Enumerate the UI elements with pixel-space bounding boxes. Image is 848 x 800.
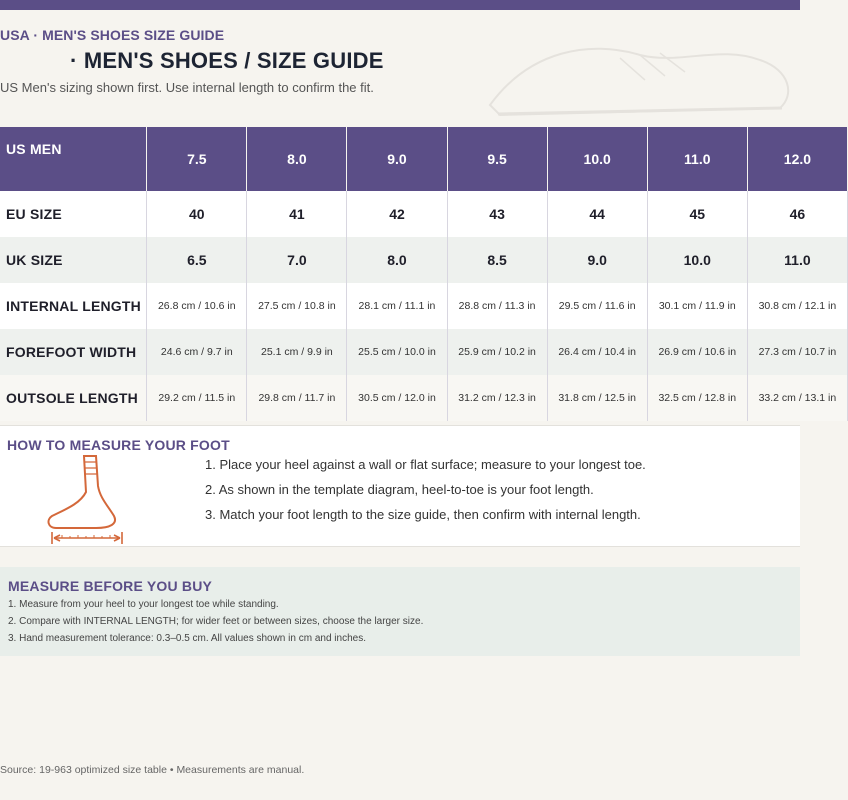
source-note: Source: 19-963 optimized size table • Measurements are manual. bbox=[0, 764, 305, 776]
breadcrumb: USA · MEN'S SHOES SIZE GUIDE bbox=[0, 27, 225, 43]
row-label: UK SIZE bbox=[0, 237, 147, 283]
size-cell: 7.0 bbox=[247, 237, 347, 283]
size-cell: 28.1 cm / 11.1 in bbox=[347, 283, 447, 329]
how-to-measure-panel bbox=[0, 425, 800, 547]
size-row bbox=[0, 127, 848, 191]
size-cell: 12.0 bbox=[747, 127, 847, 191]
measure-before-buy-panel bbox=[0, 567, 800, 656]
size-cell: 10.0 bbox=[547, 127, 647, 191]
buy-tip: 3. Hand measurement tolerance: 0.3–0.5 cm. All values shown in cm and inches. bbox=[8, 633, 366, 644]
size-cell: 8.0 bbox=[247, 127, 347, 191]
size-cell: 26.8 cm / 10.6 in bbox=[147, 283, 247, 329]
foot-measure-icon bbox=[36, 446, 146, 556]
size-cell: 45 bbox=[647, 191, 747, 237]
size-cell: 11.0 bbox=[747, 237, 847, 283]
buy-tip: 1. Measure from your heel to your longest toe while standing. bbox=[8, 599, 279, 610]
size-cell: 30.8 cm / 12.1 in bbox=[747, 283, 847, 329]
size-cell: 25.5 cm / 10.0 in bbox=[347, 329, 447, 375]
size-row bbox=[0, 191, 848, 237]
buy-tip: 2. Compare with INTERNAL LENGTH; for wider feet or between sizes, choose the larger size. bbox=[8, 616, 424, 627]
size-cell: 25.1 cm / 9.9 in bbox=[247, 329, 347, 375]
size-cell: 29.8 cm / 11.7 in bbox=[247, 375, 347, 421]
size-cell: 44 bbox=[547, 191, 647, 237]
size-cell: 8.0 bbox=[347, 237, 447, 283]
size-table bbox=[0, 127, 848, 421]
size-cell: 46 bbox=[747, 191, 847, 237]
measure-step: 3. Match your foot length to the size guide, then confirm with internal length. bbox=[205, 507, 641, 522]
size-cell: 9.5 bbox=[447, 127, 547, 191]
size-cell: 26.4 cm / 10.4 in bbox=[547, 329, 647, 375]
size-row bbox=[0, 329, 848, 375]
size-cell: 43 bbox=[447, 191, 547, 237]
buy-tips-list bbox=[8, 598, 423, 649]
size-cell: 9.0 bbox=[347, 127, 447, 191]
size-cell: 33.2 cm / 13.1 in bbox=[747, 375, 847, 421]
size-cell: 28.8 cm / 11.3 in bbox=[447, 283, 547, 329]
size-cell: 27.3 cm / 10.7 in bbox=[747, 329, 847, 375]
size-cell: 8.5 bbox=[447, 237, 547, 283]
size-cell: 31.8 cm / 12.5 in bbox=[547, 375, 647, 421]
measure-before-buy-title: MEASURE BEFORE YOU BUY bbox=[8, 578, 213, 594]
page-title: · MEN'S SHOES / SIZE GUIDE bbox=[70, 48, 384, 73]
shoe-watermark-icon bbox=[470, 10, 800, 130]
size-cell: 10.0 bbox=[647, 237, 747, 283]
how-to-measure-title: HOW TO MEASURE YOUR FOOT bbox=[7, 437, 230, 453]
top-accent-band bbox=[0, 0, 800, 10]
row-label: INTERNAL LENGTH bbox=[0, 283, 147, 329]
size-cell: 9.0 bbox=[547, 237, 647, 283]
row-label: US MEN bbox=[0, 127, 147, 191]
size-cell: 7.5 bbox=[147, 127, 247, 191]
row-label: OUTSOLE LENGTH bbox=[0, 375, 147, 421]
row-label: EU SIZE bbox=[0, 191, 147, 237]
size-cell: 26.9 cm / 10.6 in bbox=[647, 329, 747, 375]
measure-steps bbox=[205, 456, 646, 531]
size-cell: 40 bbox=[147, 191, 247, 237]
size-row bbox=[0, 283, 848, 329]
page-subtitle: US Men's sizing shown first. Use internal length to confirm the fit. bbox=[0, 80, 374, 95]
size-row bbox=[0, 375, 848, 421]
size-row bbox=[0, 237, 848, 283]
measure-step: 1. Place your heel against a wall or flat surface; measure to your longest toe. bbox=[205, 457, 646, 472]
measure-step: 2. As shown in the template diagram, heel-to-toe is your foot length. bbox=[205, 482, 594, 497]
size-cell: 31.2 cm / 12.3 in bbox=[447, 375, 547, 421]
size-cell: 42 bbox=[347, 191, 447, 237]
size-cell: 30.5 cm / 12.0 in bbox=[347, 375, 447, 421]
size-cell: 11.0 bbox=[647, 127, 747, 191]
size-cell: 41 bbox=[247, 191, 347, 237]
size-cell: 27.5 cm / 10.8 in bbox=[247, 283, 347, 329]
size-cell: 25.9 cm / 10.2 in bbox=[447, 329, 547, 375]
size-cell: 32.5 cm / 12.8 in bbox=[647, 375, 747, 421]
size-cell: 29.5 cm / 11.6 in bbox=[547, 283, 647, 329]
size-cell: 6.5 bbox=[147, 237, 247, 283]
row-label: FOREFOOT WIDTH bbox=[0, 329, 147, 375]
size-cell: 30.1 cm / 11.9 in bbox=[647, 283, 747, 329]
size-cell: 29.2 cm / 11.5 in bbox=[147, 375, 247, 421]
size-cell: 24.6 cm / 9.7 in bbox=[147, 329, 247, 375]
